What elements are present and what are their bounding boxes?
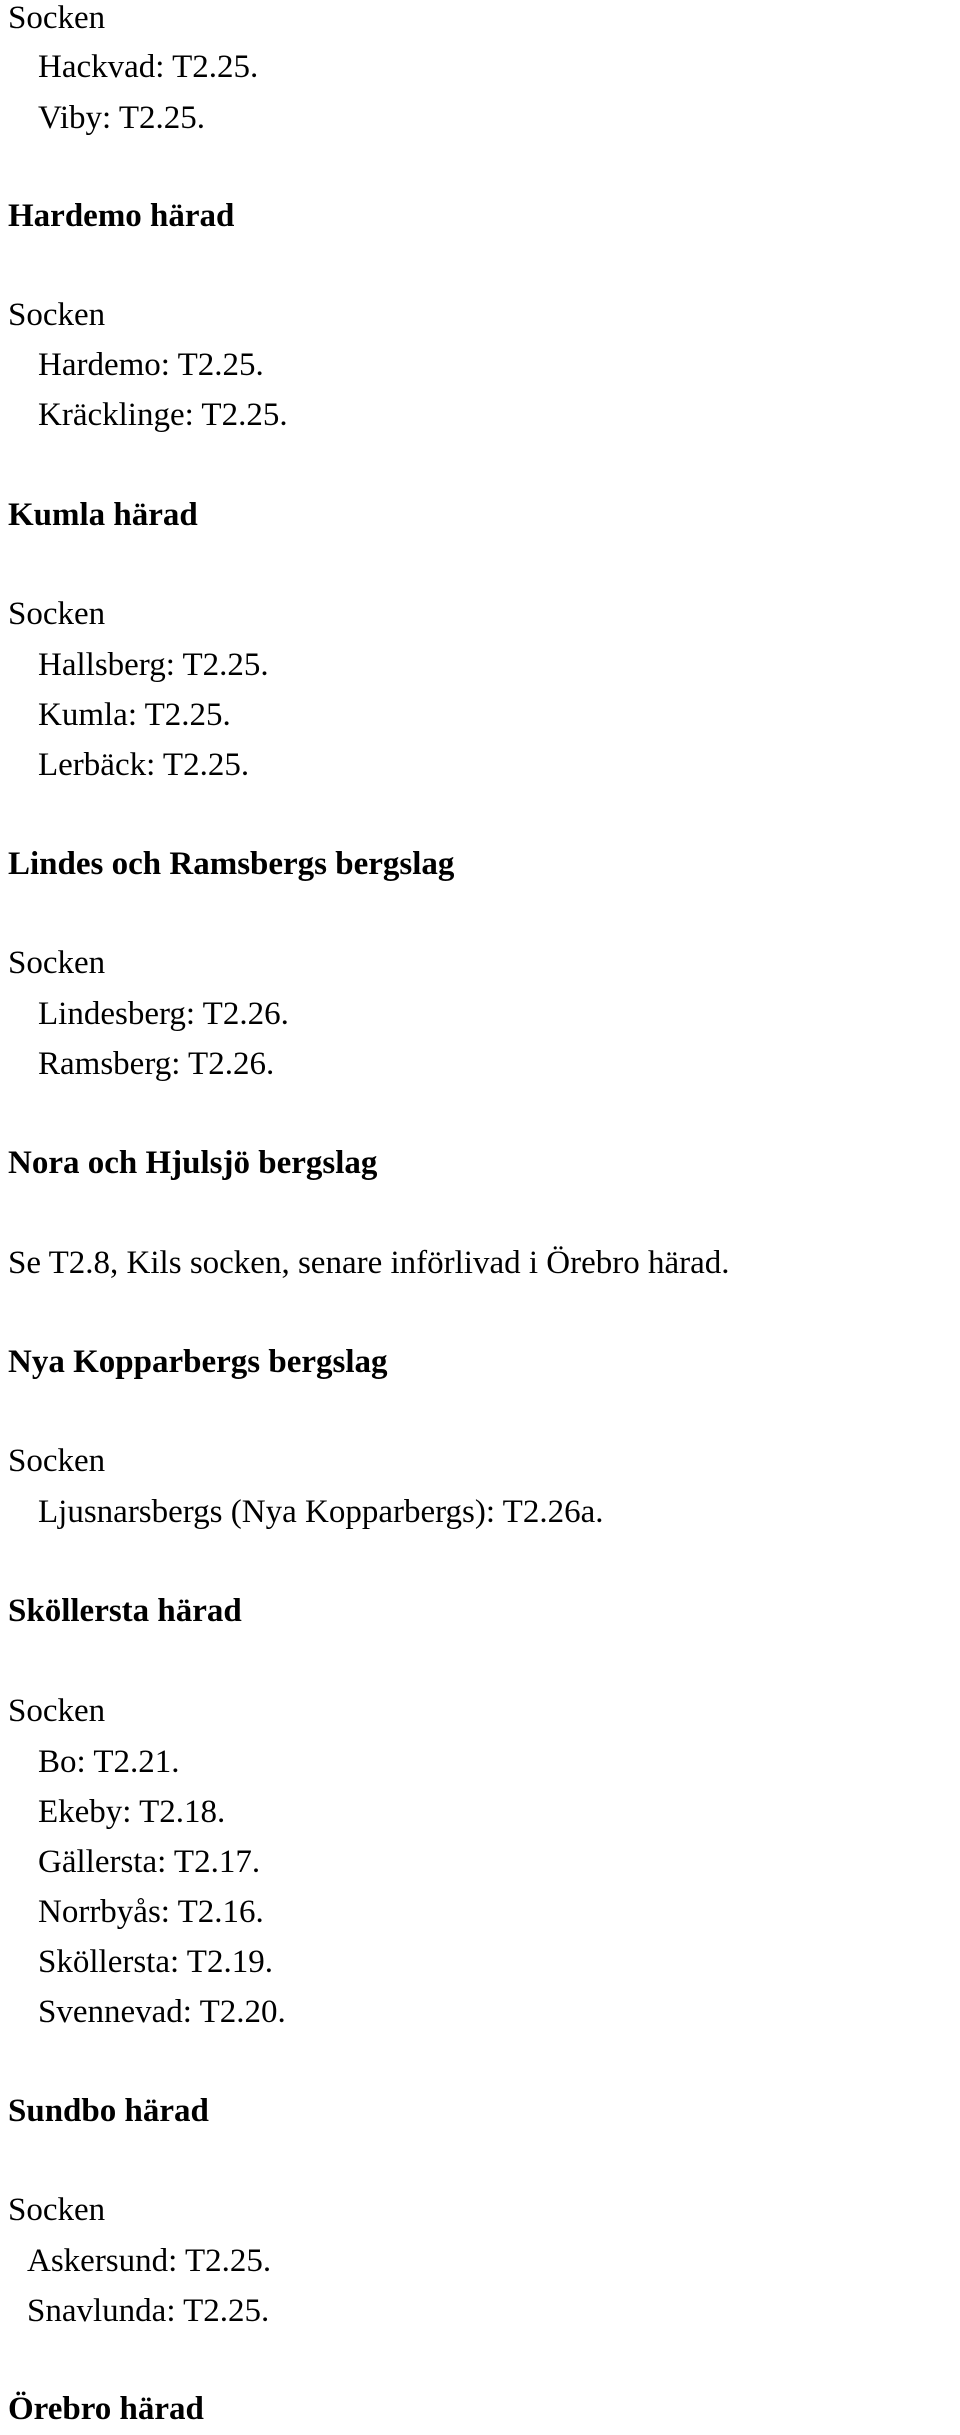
parish-entry: Norrbyås: T2.16.	[38, 1894, 264, 1930]
parish-entry: Hallsberg: T2.25.	[38, 647, 269, 683]
parish-entry: Sköllersta: T2.19.	[38, 1944, 273, 1980]
parish-entry: Lerbäck: T2.25.	[38, 747, 250, 783]
parish-entry: Hardemo: T2.25.	[38, 347, 264, 383]
socken-label: Socken	[8, 1693, 106, 1729]
cross-reference-note: Se T2.8, Kils socken, senare införlivad i Örebro härad.	[8, 1245, 730, 1281]
socken-label: Socken	[8, 2192, 106, 2228]
parish-entry: Hackvad: T2.25.	[38, 49, 259, 85]
socken-label: Socken	[8, 945, 106, 981]
district-heading: Nora och Hjulsjö bergslag	[8, 1145, 378, 1181]
parish-entry: Ramsberg: T2.26.	[38, 1046, 275, 1082]
socken-label: Socken	[8, 0, 106, 36]
parish-entry: Gällersta: T2.17.	[38, 1844, 261, 1880]
district-heading: Sköllersta härad	[8, 1593, 242, 1629]
district-heading: Nya Kopparbergs bergslag	[8, 1344, 388, 1380]
district-heading: Örebro härad	[8, 2391, 204, 2427]
parish-entry: Kumla: T2.25.	[38, 697, 231, 733]
parish-entry: Snavlunda: T2.25.	[27, 2293, 270, 2329]
district-heading: Kumla härad	[8, 497, 198, 533]
parish-entry: Svennevad: T2.20.	[38, 1994, 286, 2030]
district-heading: Hardemo härad	[8, 198, 235, 234]
parish-entry: Bo: T2.21.	[38, 1744, 180, 1780]
parish-entry: Kräcklinge: T2.25.	[38, 397, 288, 433]
parish-entry: Viby: T2.25.	[38, 100, 205, 136]
socken-label: Socken	[8, 596, 106, 632]
parish-entry: Lindesberg: T2.26.	[38, 996, 289, 1032]
district-heading: Lindes och Ramsbergs bergslag	[8, 846, 455, 882]
socken-label: Socken	[8, 1443, 106, 1479]
socken-label: Socken	[8, 297, 106, 333]
parish-entry: Ekeby: T2.18.	[38, 1794, 226, 1830]
parish-entry: Askersund: T2.25.	[27, 2243, 272, 2279]
district-heading: Sundbo härad	[8, 2093, 209, 2129]
parish-entry: Ljusnarsbergs (Nya Kopparbergs): T2.26a.	[38, 1494, 604, 1530]
